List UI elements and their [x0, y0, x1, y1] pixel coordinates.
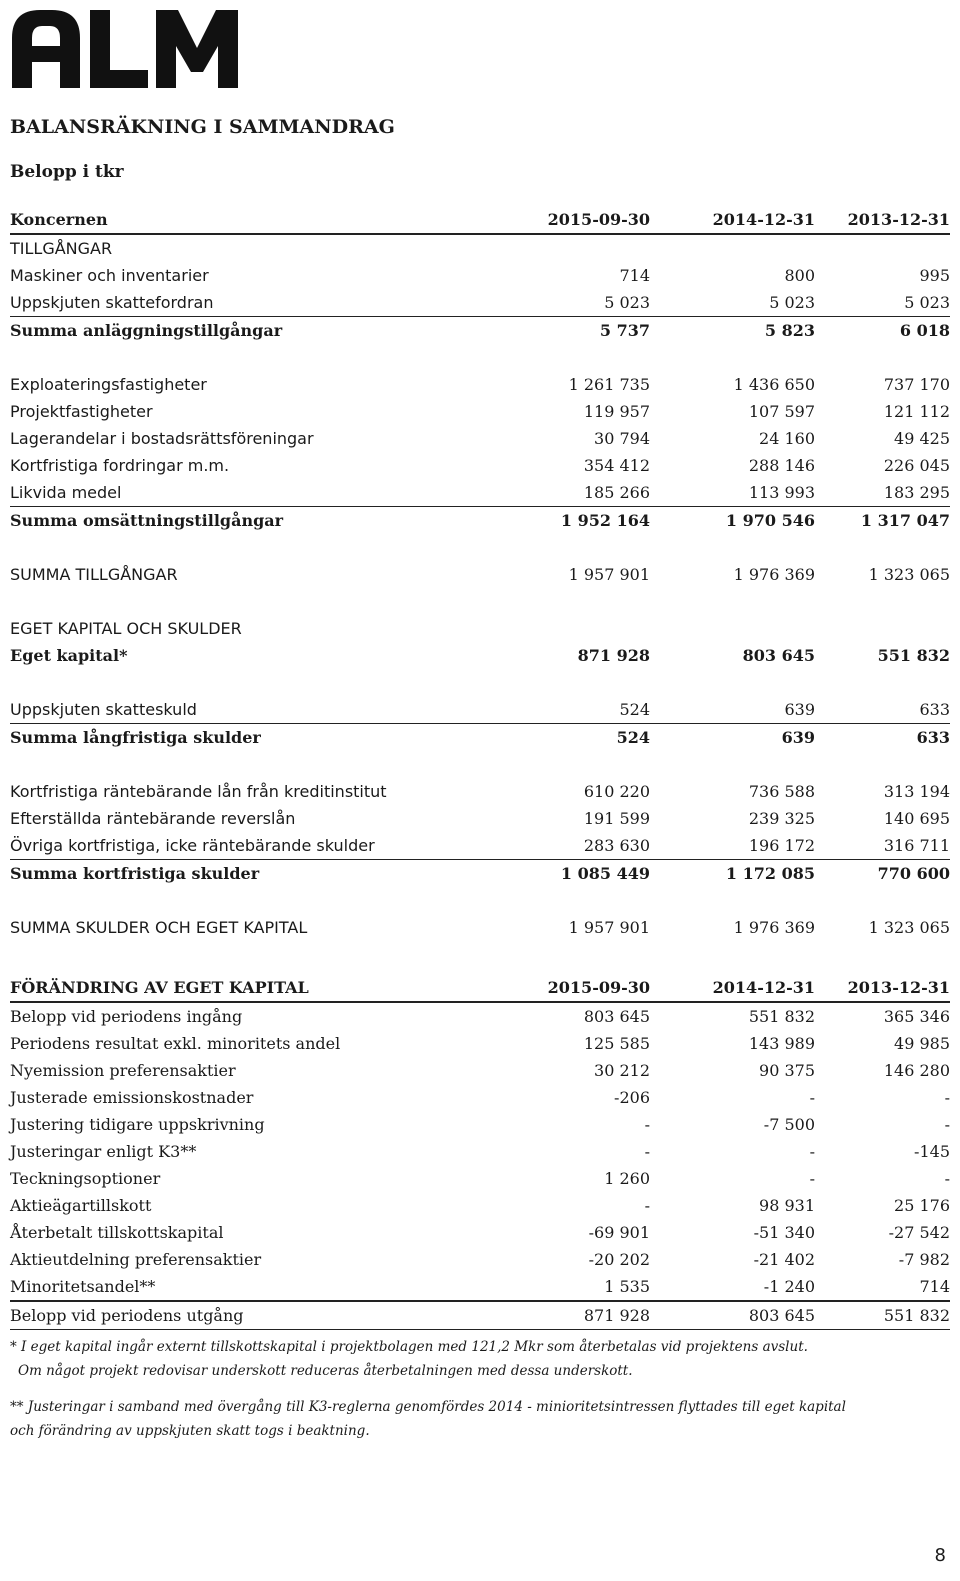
- row-value: -: [944, 1169, 950, 1188]
- table-row: [10, 805, 950, 832]
- row-value: 1 261 735: [568, 375, 650, 394]
- row-label: SUMMA SKULDER OCH EGET KAPITAL: [10, 918, 308, 937]
- table-row: [10, 615, 950, 642]
- table-row: [10, 778, 950, 805]
- row-value: 5 023: [650, 289, 815, 317]
- row-value: -: [809, 1169, 815, 1188]
- row-value: -: [944, 1115, 950, 1134]
- row-value: 5 823: [764, 321, 815, 340]
- row-value: 119 957: [583, 402, 650, 421]
- row-value: 5 023: [815, 289, 950, 317]
- row-label: Lagerandelar i bostadsrättsföreningar: [10, 429, 314, 448]
- header-label: Koncernen: [10, 206, 480, 234]
- row-value: 140 695: [883, 809, 950, 828]
- row-value: 146 280: [883, 1061, 950, 1080]
- row-label: Aktieägartillskott: [10, 1196, 152, 1215]
- row-label: TILLGÅNGAR: [10, 239, 113, 258]
- row-label: Teckningsoptioner: [10, 1169, 161, 1188]
- row-value: 803 645: [742, 646, 815, 665]
- row-label: Uppskjuten skatteskuld: [10, 696, 480, 724]
- row-label: Eget kapital*: [10, 646, 128, 665]
- page-title: BALANSRÄKNING I SAMMANDRAG: [10, 116, 395, 138]
- table-row: [10, 1165, 950, 1192]
- row-value: 143 989: [748, 1034, 815, 1053]
- row-value: 107 597: [748, 402, 815, 421]
- table-row: [10, 696, 950, 724]
- header-date-2: 2014-12-31: [650, 206, 815, 234]
- alm-logo: [10, 8, 240, 88]
- table-row: [10, 1084, 950, 1111]
- row-value: 1 172 085: [725, 864, 815, 883]
- row-value: 524: [616, 728, 650, 747]
- row-value: 1 976 369: [733, 565, 815, 584]
- footnotes: [10, 1335, 940, 1443]
- table-row: [10, 1030, 950, 1057]
- row-value: -: [644, 1196, 650, 1215]
- row-label: Övriga kortfristiga, icke räntebärande skulder: [10, 832, 480, 860]
- table-row-total: [10, 724, 950, 752]
- row-value: 610 220: [583, 782, 650, 801]
- table-row: [10, 234, 950, 262]
- table-row: [10, 1138, 950, 1165]
- row-value: -51 340: [753, 1223, 815, 1242]
- header-date-3: 2013-12-31: [815, 206, 950, 234]
- row-value: 1 436 650: [733, 375, 815, 394]
- footnote-1-cont: Om något projekt redovisar underskott reduceras återbetalningen med dessa underskott.: [18, 1363, 633, 1379]
- row-value: 30 794: [594, 429, 650, 448]
- row-value: -: [644, 1142, 650, 1161]
- row-value: 871 928: [577, 646, 650, 665]
- row-value: 1 957 901: [568, 565, 650, 584]
- table-row: [10, 1219, 950, 1246]
- row-value: -20 202: [588, 1250, 650, 1269]
- row-value: 5 023: [480, 289, 650, 317]
- row-value: 633: [916, 728, 950, 747]
- balance-header-row: [10, 206, 950, 234]
- row-label: Exploateringsfastigheter: [10, 375, 207, 394]
- row-label: Uppskjuten skattefordran: [10, 289, 480, 317]
- row-label: Återbetalt tillskottskapital: [10, 1223, 224, 1242]
- row-label: Summa anläggningstillgångar: [10, 321, 283, 340]
- row-value: -21 402: [753, 1250, 815, 1269]
- row-value: -7 500: [763, 1115, 815, 1134]
- row-value: 1 260: [604, 1169, 650, 1188]
- row-label: Belopp vid periodens ingång: [10, 1007, 243, 1026]
- row-value: 1 323 065: [868, 565, 950, 584]
- equity-header-row: [10, 974, 950, 1002]
- row-value: 191 599: [583, 809, 650, 828]
- row-label: Belopp vid periodens utgång: [10, 1301, 480, 1330]
- table-row: [10, 452, 950, 479]
- row-value: 90 375: [759, 1061, 815, 1080]
- table-row: [10, 1057, 950, 1084]
- row-label: Summa kortfristiga skulder: [10, 864, 260, 883]
- row-value: -: [644, 1115, 650, 1134]
- row-value: 551 832: [877, 646, 950, 665]
- footnote-2-cont: och förändring av uppskjuten skatt togs i beaktning.: [10, 1423, 370, 1439]
- row-value: 633: [815, 696, 950, 724]
- row-value: 995: [919, 266, 950, 285]
- header-date-3: 2013-12-31: [815, 974, 950, 1002]
- table-row-total: [10, 507, 950, 535]
- row-label: Maskiner och inventarier: [10, 266, 209, 285]
- table-row: [10, 262, 950, 289]
- row-value: 6 018: [899, 321, 950, 340]
- row-label: Justerade emissionskostnader: [10, 1088, 254, 1107]
- row-value: 524: [480, 696, 650, 724]
- row-value: 1 323 065: [868, 918, 950, 937]
- row-value: 1 317 047: [860, 511, 950, 530]
- table-row: [10, 371, 950, 398]
- row-label: Periodens resultat exkl. minoritets andel: [10, 1034, 341, 1053]
- row-label: SUMMA TILLGÅNGAR: [10, 565, 178, 584]
- table-row-total: [10, 860, 950, 888]
- row-value: 283 630: [480, 832, 650, 860]
- row-value: 5 737: [599, 321, 650, 340]
- row-value: 770 600: [877, 864, 950, 883]
- row-value: 113 993: [650, 479, 815, 507]
- row-value: 1 976 369: [733, 918, 815, 937]
- row-value: 316 711: [815, 832, 950, 860]
- row-label: Kortfristiga räntebärande lån från kreditinstitut: [10, 782, 387, 801]
- footnote-2: ** Justeringar i samband med övergång till K3-reglerna genomfördes 2014 - minioritetsintressen flyttades till eget kapital: [10, 1399, 846, 1415]
- row-value: 226 045: [883, 456, 950, 475]
- table-row-total: [10, 1301, 950, 1330]
- row-label: Efterställda räntebärande reverslån: [10, 809, 296, 828]
- row-value: 24 160: [759, 429, 815, 448]
- table-row: [10, 1246, 950, 1273]
- row-value: 639: [781, 728, 815, 747]
- row-value: 121 112: [883, 402, 950, 421]
- row-value: 183 295: [815, 479, 950, 507]
- row-value: 871 928: [480, 1301, 650, 1330]
- row-label: Summa långfristiga skulder: [10, 728, 261, 747]
- row-value: 288 146: [748, 456, 815, 475]
- row-value: 803 645: [583, 1007, 650, 1026]
- footnote-1: * I eget kapital ingår externt tillskottskapital i projektbolagen med 121,2 Mkr som återbetalas vid projektens avslut.: [10, 1339, 808, 1355]
- table-row: [10, 398, 950, 425]
- table-row-total: [10, 317, 950, 345]
- header-date-2: 2014-12-31: [650, 974, 815, 1002]
- table-row: [10, 479, 950, 507]
- table-row-grand-total: [10, 914, 950, 941]
- table-row: [10, 425, 950, 452]
- row-label: Justering tidigare uppskrivning: [10, 1115, 265, 1134]
- table-row: [10, 561, 950, 588]
- row-value: 239 325: [748, 809, 815, 828]
- row-label: Justeringar enligt K3**: [10, 1142, 197, 1161]
- table-row-total: [10, 642, 950, 669]
- row-value: 185 266: [480, 479, 650, 507]
- row-value: 30 212: [594, 1061, 650, 1080]
- row-value: 800: [784, 266, 815, 285]
- row-value: 736 588: [748, 782, 815, 801]
- row-label: Nyemission preferensaktier: [10, 1061, 236, 1080]
- row-value: 49 985: [894, 1034, 950, 1053]
- row-value: 551 832: [748, 1007, 815, 1026]
- row-value: -: [944, 1088, 950, 1107]
- header-date-1: 2015-09-30: [480, 206, 650, 234]
- table-row: [10, 1192, 950, 1219]
- row-value: 551 832: [815, 1301, 950, 1330]
- equity-change-table: [10, 974, 950, 1330]
- row-label: EGET KAPITAL OCH SKULDER: [10, 619, 242, 638]
- row-value: 196 172: [650, 832, 815, 860]
- row-value: 365 346: [883, 1007, 950, 1026]
- row-value: -1 240: [650, 1273, 815, 1301]
- row-value: 354 412: [583, 456, 650, 475]
- row-value: 313 194: [883, 782, 950, 801]
- row-label: Projektfastigheter: [10, 402, 153, 421]
- row-value: -: [809, 1088, 815, 1107]
- currency-note: Belopp i tkr: [10, 162, 124, 182]
- row-label: Aktieutdelning preferensaktier: [10, 1250, 262, 1269]
- row-value: 1 535: [480, 1273, 650, 1301]
- row-value: -206: [614, 1088, 650, 1107]
- row-value: 25 176: [894, 1196, 950, 1215]
- row-value: 714: [619, 266, 650, 285]
- table-row: [10, 1273, 950, 1301]
- table-row: [10, 832, 950, 860]
- row-label: Minoritetsandel**: [10, 1273, 480, 1301]
- row-value: 98 931: [759, 1196, 815, 1215]
- table-row: [10, 289, 950, 317]
- row-value: -: [809, 1142, 815, 1161]
- page-number: 8: [934, 1545, 946, 1566]
- row-value: -69 901: [588, 1223, 650, 1242]
- row-value: 737 170: [883, 375, 950, 394]
- row-value: 1 970 546: [725, 511, 815, 530]
- table-row: [10, 1111, 950, 1138]
- row-value: 1 957 901: [568, 918, 650, 937]
- row-value: 714: [815, 1273, 950, 1301]
- row-value: 1 085 449: [560, 864, 650, 883]
- row-label: Summa omsättningstillgångar: [10, 511, 284, 530]
- row-value: -145: [914, 1142, 950, 1161]
- table-row: [10, 1002, 950, 1030]
- row-value: 639: [650, 696, 815, 724]
- row-value: 125 585: [583, 1034, 650, 1053]
- header-date-1: 2015-09-30: [480, 974, 650, 1002]
- row-value: 1 952 164: [560, 511, 650, 530]
- row-value: -7 982: [898, 1250, 950, 1269]
- row-value: -27 542: [888, 1223, 950, 1242]
- balance-sheet-table: [10, 206, 950, 941]
- row-value: 803 645: [650, 1301, 815, 1330]
- row-label: Kortfristiga fordringar m.m.: [10, 456, 230, 475]
- row-value: 49 425: [894, 429, 950, 448]
- header-label: FÖRÄNDRING AV EGET KAPITAL: [10, 974, 480, 1002]
- row-label: Likvida medel: [10, 479, 480, 507]
